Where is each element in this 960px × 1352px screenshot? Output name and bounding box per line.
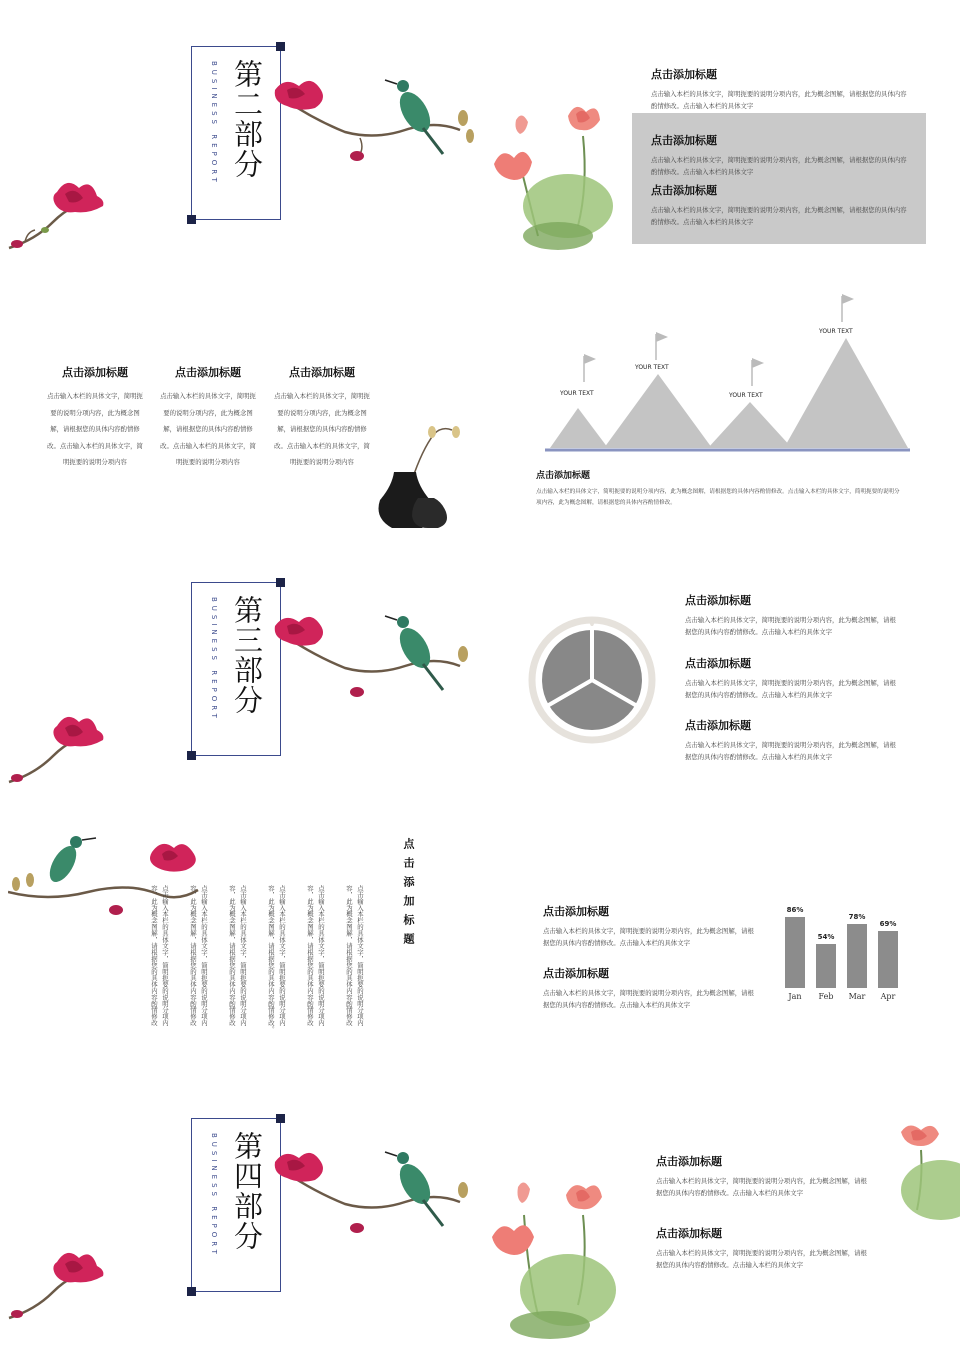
bar-chart [775,890,910,1005]
section-title: 第四部分 [230,1131,264,1251]
item-heading: 点击添加标题 [651,134,717,147]
category-label: Apr [880,992,896,1001]
item-text: 点击输入本栏的具体文字，简明扼要的说明分项内容，此为概念图解，请根据您的具体内容酌情修改。点击输入本栏的具体文字 [656,1249,867,1269]
column-heading: 点击添加标题 [289,366,355,379]
content-block [543,965,758,1011]
column-text: 点击输入本栏的具体文字，简明扼要的说明分项内容，此为概念图解，请根据您的具体内容酌情修改。点击输入本栏的具体文字，简明扼要的说明分项内容 [274,392,370,466]
section-subtitle: BUSINESS REPORT [210,61,218,186]
item-heading: 点击添加标题 [543,905,609,918]
category-label: Mar [848,992,866,1001]
category-label: Feb [818,992,834,1001]
item-text: 点击输入本栏的具体文字，简明扼要的说明分项内容，此为概念图解，请根据您的具体内容酌情修改。点击输入本栏的具体文字 [685,741,896,761]
content-block [685,592,900,638]
content-block [651,132,911,178]
slide-columns-mountains [0,270,960,540]
corner-square [276,1114,285,1123]
category-label: Jan [788,992,802,1001]
magnolia-branch-illustration [5,1240,115,1330]
vertical-text: 点击输入本栏的具体文字，简明扼要的说明分项内容，此为概念图解，请根据您的具体内容酌情修改。 [267,885,286,1033]
item-text: 点击输入本栏的具体文字，简明扼要的说明分项内容，此为概念图解，请根据您的具体内容酌情修改。点击输入本栏的具体文字 [651,156,907,176]
content-block [651,66,911,112]
text-column [272,364,372,471]
item-heading: 点击添加标题 [651,184,717,197]
column-text: 点击输入本栏的具体文字，简明扼要的说明分项内容，此为概念图解，请根据您的具体内容酌情修改。点击输入本栏的具体文字，简明扼要的说明分项内容 [47,392,143,466]
slide-section-four [0,1080,960,1352]
bird-branch-illustration [8,832,208,927]
mountain-2 [604,374,712,448]
item-heading: 点击添加标题 [536,471,591,481]
item-text: 点击输入本栏的具体文字，简明扼要的说明分项内容，此为概念图解，请根据您的具体内容酌情修改。点击输入本栏的具体文字 [651,206,907,226]
vertical-text: 点击输入本栏的具体文字，简明扼要的说明分项内容，此为概念图解，请根据您的具体内容酌情修改 [228,885,247,1026]
item-heading: 点击添加标题 [656,1155,722,1168]
corner-square [187,751,196,760]
vertical-text: 点击输入本栏的具体文字，简明扼要的说明分项内容，此为概念图解，请根据您的具体内容酌情修改 [150,885,169,1026]
bar-value-label: 54% [817,932,835,941]
text-column [45,364,145,471]
section-title: 第三部分 [230,595,264,715]
text-column [158,364,258,471]
slide-section-three [0,540,960,810]
vertical-text: 点击输入本栏的具体文字，简明扼要的说明分项内容，此为概念图解，请根据您的具体内容酌情修改 [306,885,325,1026]
mountain-label: YOUR TEXT [729,392,763,399]
section-title: 第二部分 [230,59,264,179]
magnolia-branch-illustration [5,704,115,794]
lotus-illustration [893,1120,960,1230]
item-heading: 点击添加标题 [685,594,751,607]
vertical-heading: 点击添加标题 [402,838,415,952]
content-block [656,1225,871,1271]
corner-square [276,42,285,51]
corner-square [187,1287,196,1296]
item-heading: 点击添加标题 [543,967,609,980]
bar [785,917,805,988]
bar [878,931,898,988]
corner-square [187,215,196,224]
bird-branch-illustration [265,1142,480,1242]
flag [752,358,764,368]
mountain-4 [784,338,908,448]
section-subtitle: BUSINESS REPORT [210,597,218,722]
magnolia-branch-illustration [5,170,115,260]
bird-branch-illustration [265,606,480,706]
flag [656,332,668,342]
item-heading: 点击添加标题 [685,719,751,732]
item-text: 点击输入本栏的具体文字，简明扼要的说明分项内容，此为概念图解，请根据您的具体内容酌情修改。点击输入本栏的具体文字 [543,989,754,1009]
column-heading: 点击添加标题 [175,366,241,379]
slide-section-two [0,0,960,270]
mountain-diagram [540,290,915,455]
slide-vertical-text-chart [0,810,960,1080]
item-heading: 点击添加标题 [656,1227,722,1240]
item-text: 点击输入本栏的具体文字，简明扼要的说明分项内容，此为概念图解，请根据您的具体内容酌情修改。点击输入本栏的具体文字 [685,679,896,699]
mountain-label: YOUR TEXT [819,328,853,335]
mountain-label: YOUR TEXT [635,364,669,371]
flag [842,294,854,304]
item-text: 点击输入本栏的具体文字，简明扼要的说明分项内容，此为概念图解，请根据您的具体内容酌情修改。点击输入本栏的具体文字 [543,927,754,947]
flag [584,354,596,364]
content-block [543,903,758,949]
section-subtitle: BUSINESS REPORT [210,1133,218,1258]
content-block [656,1153,871,1199]
item-text: 点击输入本栏的具体文字，简明扼要的说明分项内容，此为概念图解，请根据您的具体内容酌情修改。点击输入本栏的具体文字 [656,1177,867,1197]
content-block [685,655,900,701]
item-heading: 点击添加标题 [651,68,717,81]
bar [847,924,867,988]
lotus-illustration [488,96,638,256]
item-text: 点击输入本栏的具体文字，简明扼要的说明分项内容，此为概念图解，请根据您的具体内容酌情修改。点击输入本栏的具体文字，简明扼要的说明分项内容，此为概念图解，请根据您的具体内容酌情修改。 [536,489,900,506]
column-heading: 点击添加标题 [62,366,128,379]
content-block [651,182,911,228]
bar [816,944,836,988]
item-text: 点击输入本栏的具体文字，简明扼要的说明分项内容，此为概念图解，请根据您的具体内容酌情修改。点击输入本栏的具体文字 [685,616,896,636]
item-text: 点击输入本栏的具体文字，简明扼要的说明分项内容，此为概念图解，请根据您的具体内容酌情修改。点击输入本栏的具体文字 [651,90,907,110]
vertical-text: 点击输入本栏的具体文字，简明扼要的说明分项内容，此为概念图解，请根据您的具体内容酌情修改 [345,885,364,1026]
column-text: 点击输入本栏的具体文字，简明扼要的说明分项内容，此为概念图解，请根据您的具体内容酌情修改。点击输入本栏的具体文字，简明扼要的说明分项内容 [160,392,256,466]
item-heading: 点击添加标题 [685,657,751,670]
bar-value-label: 69% [879,920,897,929]
bar-value-label: 86% [786,906,804,915]
cycle-diagram [528,616,656,744]
mountain-1 [550,408,608,448]
vertical-text: 点击输入本栏的具体文字，简明扼要的说明分项内容，此为概念图解，请根据您的具体内容酌情修改 [189,885,208,1026]
mountain-label: YOUR TEXT [560,390,594,397]
vase-illustration [372,420,467,530]
content-block [536,468,901,509]
mountain-3 [708,402,792,448]
lotus-illustration [488,1175,638,1345]
bar-value-label: 78% [848,913,866,922]
content-block [685,717,900,763]
corner-square [276,578,285,587]
bird-branch-illustration [265,70,480,170]
